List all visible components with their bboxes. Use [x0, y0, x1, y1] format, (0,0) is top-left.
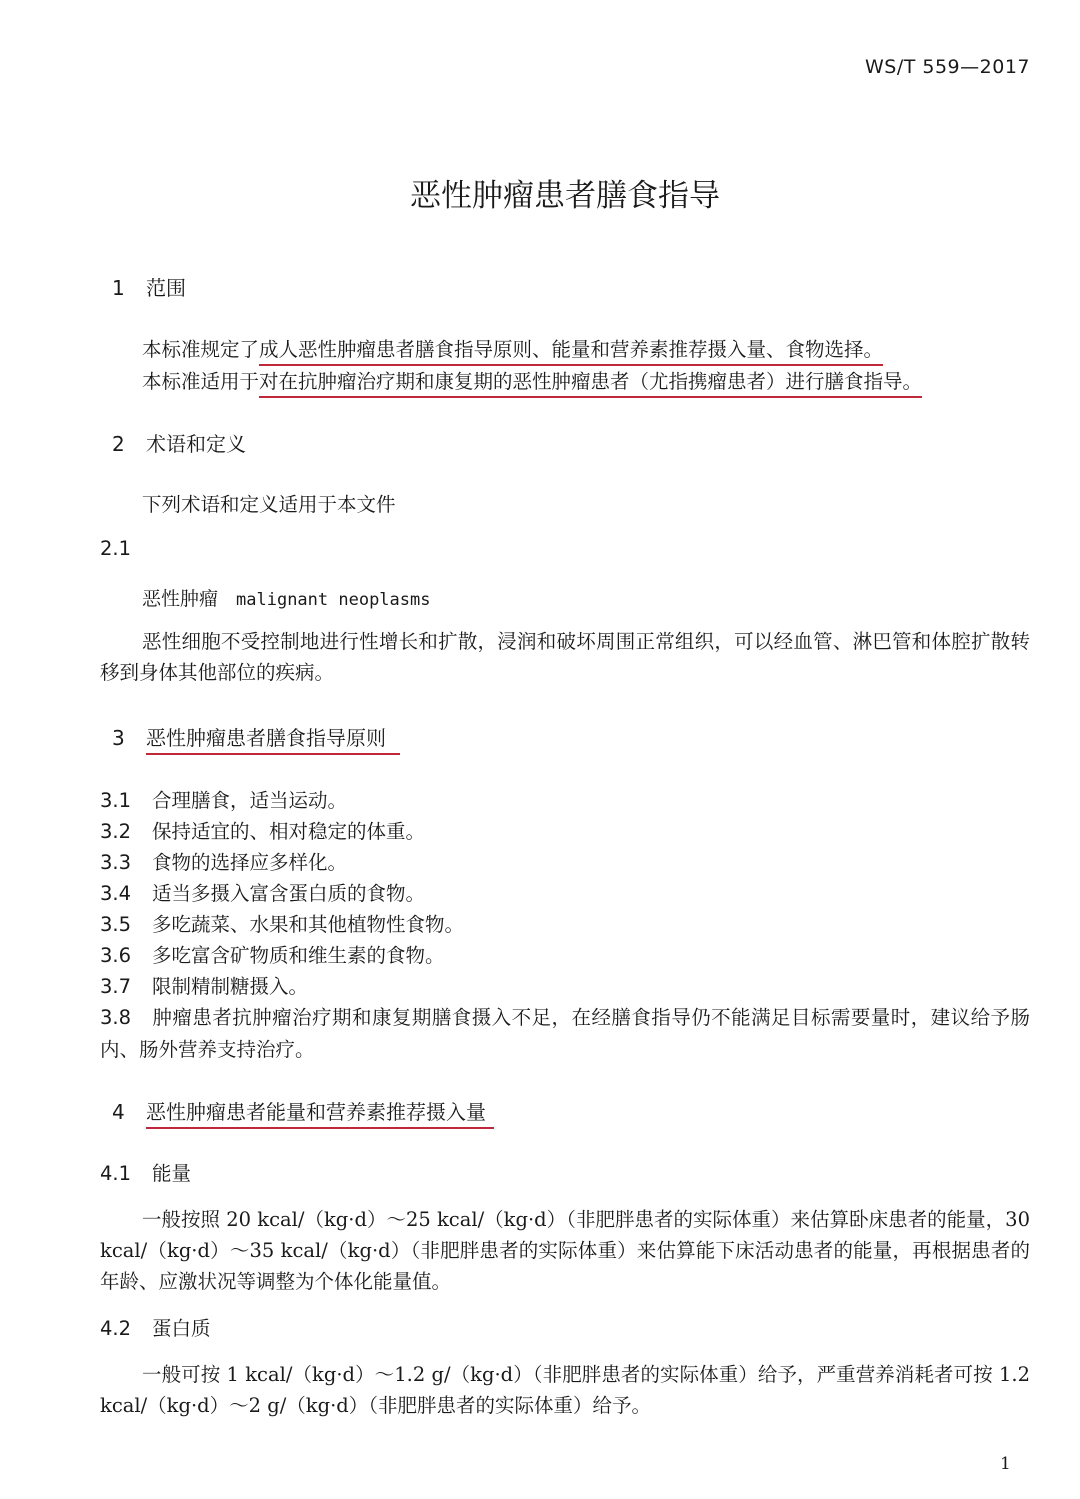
- item-number: 3.8: [100, 1006, 132, 1029]
- section-number: 4: [112, 1100, 125, 1124]
- subsection-number: 4.2: [100, 1317, 132, 1340]
- principle-item: [100, 909, 464, 937]
- page-number: 1: [1000, 1454, 1011, 1474]
- item-number: 3.6: [100, 944, 132, 967]
- principle-item: [100, 847, 347, 875]
- item-text: 合理膳食，适当运动。: [152, 789, 348, 812]
- item-text: 保持适宜的、相对稳定的体重。: [152, 820, 426, 843]
- item-number: 3.4: [100, 882, 132, 905]
- scope-line-2: [142, 366, 922, 394]
- scope-line-prefix: 本标准适用于: [142, 370, 260, 393]
- principle-item: [100, 816, 425, 844]
- subsection-number: 4.1: [100, 1162, 132, 1185]
- item-number: 3.3: [100, 851, 132, 874]
- item-text: 多吃富含矿物质和维生素的食物。: [152, 944, 445, 967]
- energy-paragraph: 一般按照 20 kcal/（kg·d）～25 kcal/（kg·d）（非肥胖患者的实际体重）来估算卧床患者的能量，30 kcal/（kg·d）～35 kcal/（kg·d）（非肥胖患者的实际体重）来估算能下床活动患者的能量，再根据患者的年龄、应激状况等调整为个体化能量值。: [100, 1208, 1030, 1293]
- subsection-4-1-heading: [100, 1158, 191, 1186]
- term-definition: 恶性细胞不受控制地进行性增长和扩散，浸润和破坏周围正常组织，可以经血管、淋巴管和体腔扩散转移到身体其他部位的疾病。: [100, 630, 1030, 684]
- highlighted-text: 对在抗肿瘤治疗期和康复期的恶性肿瘤患者（尤指携瘤患者）进行膳食指导。: [259, 370, 922, 398]
- standard-number: WS/T 559—2017: [864, 56, 1030, 78]
- item-number: 3.7: [100, 975, 132, 998]
- subsection-title: 蛋白质: [152, 1317, 211, 1340]
- principle-item: [100, 940, 445, 968]
- terms-intro: 下列术语和定义适用于本文件: [142, 493, 396, 516]
- term-english: malignant neoplasms: [236, 590, 431, 610]
- item-number: 3.1: [100, 789, 132, 812]
- item-text: 适当多摄入富含蛋白质的食物。: [152, 882, 426, 905]
- highlighted-text: 成人恶性肿瘤患者膳食指导原则、能量和营养素推荐摄入量、食物选择。: [259, 338, 883, 366]
- item-number: 3.2: [100, 820, 132, 843]
- item-text: 肿瘤患者抗肿瘤治疗期和康复期膳食摄入不足，在经膳食指导仍不能满足目标需要量时，建议给予肠内、肠外营养支持治疗。: [100, 1006, 1030, 1061]
- principle-item: [100, 1002, 1030, 1066]
- item-text: 多吃蔬菜、水果和其他植物性食物。: [152, 913, 465, 936]
- subsection-number: 2.1: [100, 537, 132, 560]
- document-title: 恶性肿瘤患者膳食指导: [410, 178, 720, 214]
- principle-item: [100, 878, 425, 906]
- item-text: 限制精制糖摄入。: [152, 975, 309, 998]
- section-4-heading: [112, 1096, 494, 1125]
- scope-line-prefix: 本标准规定了: [142, 338, 260, 361]
- subsection-title: 能量: [152, 1162, 192, 1185]
- subsection-4-2-heading: [100, 1313, 211, 1341]
- term-entry: [142, 584, 430, 611]
- section-1-heading: [112, 272, 186, 301]
- section-title: 术语和定义: [146, 432, 246, 456]
- section-title: 范围: [146, 276, 186, 300]
- section-number: 2: [112, 432, 125, 456]
- section-number: 3: [112, 726, 125, 750]
- term-chinese: 恶性肿瘤: [142, 588, 219, 610]
- protein-paragraph: 一般可按 1 kcal/（kg·d）～1.2 g/（kg·d）（非肥胖患者的实际体重）给予，严重营养消耗者可按 1.2 kcal/（kg·d）～2 g/（kg·d）（非肥胖患者的实际体重）给予。: [100, 1363, 1030, 1417]
- section-title: 恶性肿瘤患者能量和营养素推荐摄入量: [146, 1100, 494, 1129]
- section-number: 1: [112, 276, 125, 300]
- principle-item: [100, 971, 308, 999]
- section-2-heading: [112, 428, 246, 457]
- section-3-heading: [112, 722, 400, 751]
- principle-item: [100, 785, 347, 813]
- item-number: 3.5: [100, 913, 132, 936]
- scope-line-1: [142, 334, 883, 362]
- section-title: 恶性肿瘤患者膳食指导原则: [146, 726, 400, 755]
- item-text: 食物的选择应多样化。: [152, 851, 348, 874]
